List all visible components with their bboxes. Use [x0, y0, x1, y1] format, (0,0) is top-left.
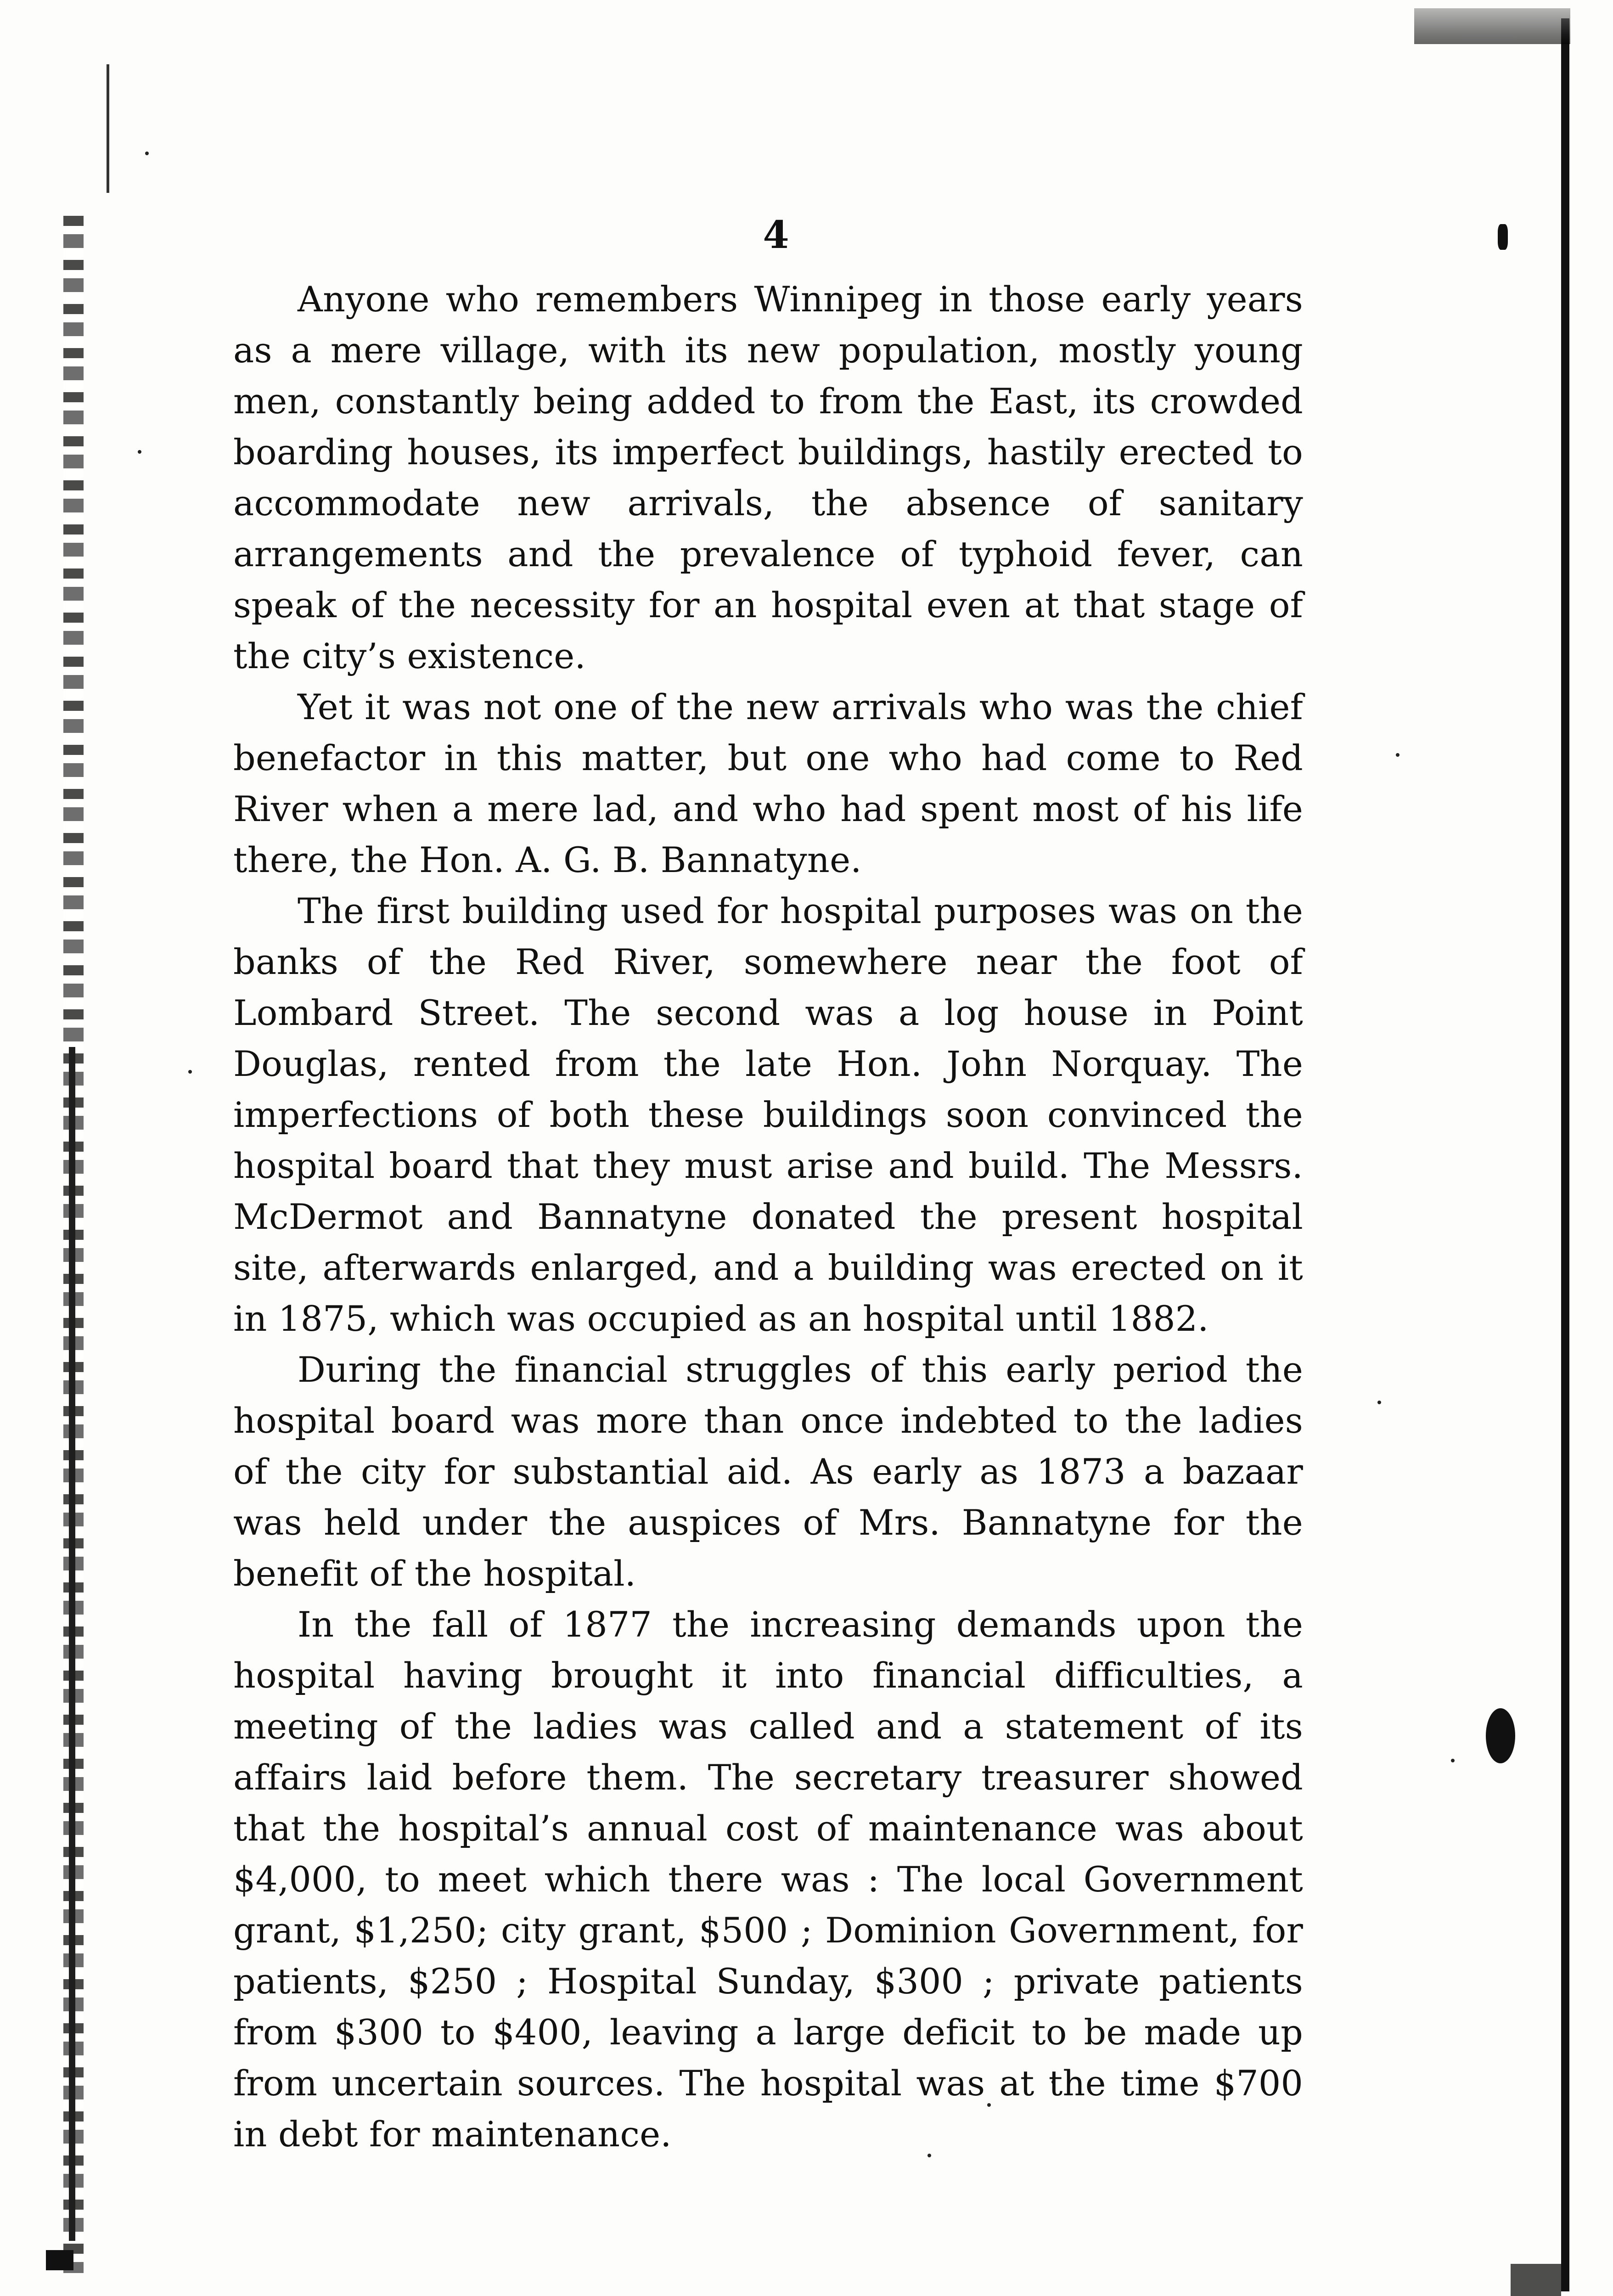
paragraph: The first building used for hospital purposes was on the banks of the Red River, somewhere near the foot of Lombard Street. The second was a log house in Point Douglas, rented from the late Hon. John Norquay. The imperfections of both these buildings soon convinced the hospital board that they must arise and build. The Messrs. McDermot and Bannatyne donated the present hospital site, afterwards enlarged, and a building was erected on it in 1875, which was occupied as an hospital until 1882.: [233, 890, 1303, 1339]
dust-speck: [1396, 753, 1399, 757]
page-number: 4: [763, 213, 789, 257]
page-edge-rule: [1561, 18, 1569, 2291]
scan-smudge: [1511, 2264, 1561, 2296]
paragraph: During the financial struggles of this early period the hospital board was more than once indebted to the ladies of the city for substantial aid. As early as 1873 a bazaar was held under the auspices of Mrs. Bannatyne for the benefit of the hospital.: [233, 1349, 1303, 1594]
body-text: [233, 274, 1303, 2160]
dust-speck: [188, 1070, 192, 1074]
dust-speck: [145, 152, 149, 155]
dust-speck: [1377, 1401, 1381, 1404]
dust-speck: [138, 450, 141, 454]
scan-smudge: [1414, 8, 1570, 44]
paragraph: In the fall of 1877 the increasing demands upon the hospital having brought it into financial difficulties, a meeting of the ladies was called and a statement of its affairs laid before them. The secretary treasurer showed that the hospital’s annual cost of maintenance was about $4,000, to meet which there was : The local Government grant, $1,250; city grant, $500 ; Dominion Government, for patients, $250 ; Hospital Sunday, $300 ; private patients from $300 to $400, leaving a large deficit to be made up from uncertain sources. The hospital was at the time $700 in debt for maintenance.: [233, 1604, 1303, 2155]
ink-blot: [1486, 1708, 1515, 1763]
binding-edge-line: [69, 1047, 75, 2241]
scan-mark: [107, 64, 109, 193]
paragraph: Anyone who remembers Winnipeg in those early years as a mere village, with its new population, mostly young men, constantly being added to from the East, its crowded boarding houses, its imperfect buildings, hastily erected to accommodate new arrivals, the absence of sanitary arrangements and the prevalence of typhoid fever, can speak of the necessity for an hospital even at that stage of the city’s existence.: [233, 279, 1303, 676]
scan-mark: [46, 2250, 73, 2270]
paragraph: Yet it was not one of the new arrivals who was the chief benefactor in this matter, but one who had come to Red River when a mere lad, and who had spent most of his life there, the Hon. A. G. B. Bannatyne.: [233, 687, 1303, 880]
ink-blot: [1498, 224, 1508, 250]
dust-speck: [1451, 1759, 1455, 1762]
